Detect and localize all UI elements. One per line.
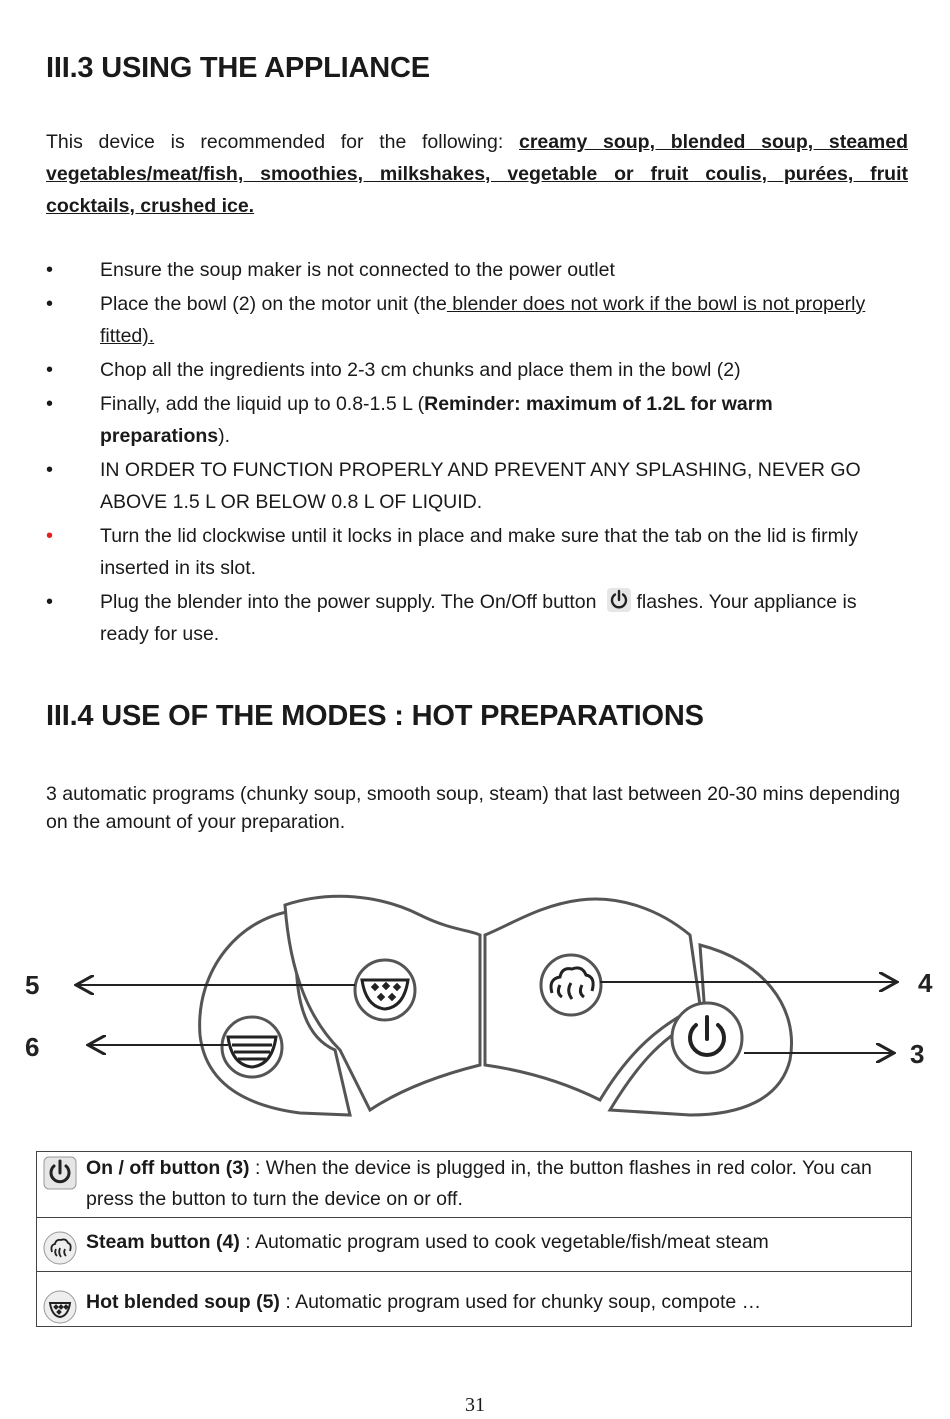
bullet-icon: • [46, 459, 54, 481]
label-5: 5 [25, 970, 40, 1000]
red-bullet-icon: • [46, 525, 54, 547]
label-3: 3 [910, 1039, 925, 1069]
list-item: • Finally, add the liquid up to 0.8-1.5 L (Reminder: maximum of 1.2L for warm preparations). [0, 388, 908, 452]
modes-paragraph: 3 automatic programs (chunky soup, smooth soup, steam) that last between 20-30 mins depending on the amount of your preparation. [46, 783, 901, 833]
steam-icon [43, 1231, 77, 1265]
list-item: • Ensure the soup maker is not connected to the power outlet [0, 254, 908, 286]
section-heading-modes: III.4 USE OF THE MODES : HOT PREPARATIONS [46, 700, 704, 732]
bullet-icon: • [46, 359, 54, 381]
list-item: • IN ORDER TO FUNCTION PROPERLY AND PREVENT ANY SPLASHING, NEVER GO ABOVE 1.5 L OR BELOW 0.8 L OF LIQUID. [0, 454, 908, 518]
list-item: • Chop all the ingredients into 2-3 cm chunks and place them in the bowl (2) [0, 354, 908, 386]
legend-row-on-off: On / off button (3) : When the device is plugged in, the button flashes in red color. You can press the button to turn the device on or off. [37, 1152, 911, 1218]
intro-paragraph [46, 126, 908, 222]
bullet-icon: • [46, 293, 54, 315]
recommended-uses: creamy soup, blended soup, steamed vegetables/meat/fish, smoothies, milkshakes, vegetable or fruit coulis, purées, fruit cocktails, crushed ice. [46, 131, 908, 217]
legend-row-steam: Steam button (4) : Automatic program used to cook vegetable/fish/meat steam [37, 1218, 911, 1272]
legend-row-hot-blended-soup: Hot blended soup (5) : Automatic program used for chunky soup, compote … [37, 1272, 911, 1326]
list-item: • Plug the blender into the power supply. The On/Off button flashes. Your appliance is ready for use. [0, 586, 908, 650]
intro-text: This device is recommended for the following: [46, 131, 519, 153]
bullet-icon: • [46, 259, 54, 281]
bullet-icon: • [46, 393, 54, 415]
button-legend-table [36, 1151, 912, 1327]
list-item: • Turn the lid clockwise until it locks in place and make sure that the tab on the lid is firmly inserted in its slot. [0, 520, 908, 584]
label-6: 6 [25, 1032, 40, 1062]
section-heading-using-appliance: III.3 USING THE APPLIANCE [46, 52, 430, 84]
power-icon [607, 588, 631, 612]
label-4: 4 [918, 968, 933, 998]
power-icon [43, 1156, 77, 1190]
list-item: • Place the bowl (2) on the motor unit (the blender does not work if the bowl is not properly fitted). [0, 288, 908, 352]
page-number: 31 [465, 1394, 485, 1416]
control-panel-diagram [0, 875, 950, 1120]
bullet-icon: • [46, 591, 54, 613]
instruction-list [0, 254, 950, 652]
chunky-soup-icon [43, 1290, 77, 1324]
